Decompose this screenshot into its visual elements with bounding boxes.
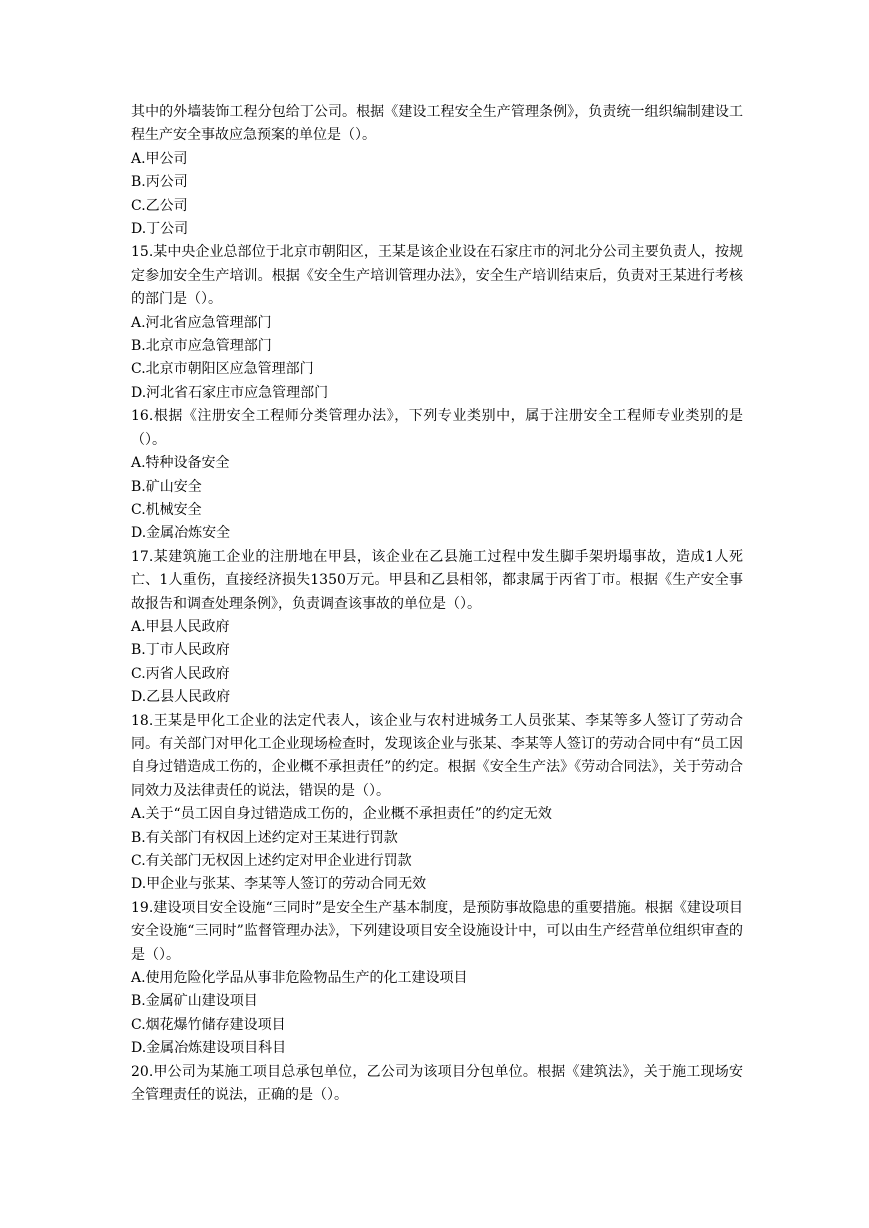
answer-option-c: C.烟花爆竹储存建设项目 <box>131 1016 286 1033</box>
answer-option-c: C.机械安全 <box>131 501 202 518</box>
question-stem-18: 18.王某是甲化工企业的法定代表人，该企业与农村进城务工人员张某、李某等多人签订了劳动合同。有关部门对甲化工企业现场检查时，发现该企业与张某、李某等人签订的劳动合同中有“员工因自身过错造成工伤的，企业概不承担责任”的约定。根据《安全生产法》《劳动合同法》，关于劳动合同效力及法律责任的说法，错误的是（）。 <box>131 712 743 799</box>
answer-option-b: B.矿山安全 <box>131 478 202 495</box>
answer-option-b: B.丁市人民政府 <box>131 642 230 659</box>
question-stem-17: 17.某建筑施工企业的注册地在甲县，该企业在乙县施工过程中发生脚手架坍塌事故，造成1人死亡、1人重伤，直接经济损失1350万元。甲县和乙县相邻，都隶属于丙省丁市。根据《生产安全事故报告和调查处理条例》，负责调查该事故的单位是（）。 <box>131 548 743 612</box>
answer-option-a: A.河北省应急管理部门 <box>131 314 272 331</box>
answer-option-a: A.关于“员工因自身过错造成工伤的，企业概不承担责任”的约定无效 <box>131 806 552 823</box>
answer-option-b: B.丙公司 <box>131 174 188 191</box>
question-stem-19: 19.建设项目安全设施“三同时”是安全生产基本制度，是预防事故隐患的重要措施。根据《建设项目安全设施“三同时”监督管理办法》，下列建设项目安全设施设计中，可以由生产经营单位组织审查的是（）。 <box>131 899 743 963</box>
answer-option-d: D.甲企业与张某、李某等人签订的劳动合同无效 <box>131 876 427 893</box>
answer-option-b: B.北京市应急管理部门 <box>131 338 272 355</box>
answer-option-a: A.甲县人民政府 <box>131 618 230 635</box>
question-stem-20: 20.甲公司为某施工项目总承包单位，乙公司为该项目分包单位。根据《建筑法》，关于施工现场安全管理责任的说法，正确的是（）。 <box>131 1063 743 1104</box>
question-stem-16: 16.根据《注册安全工程师分类管理办法》，下列专业类别中，属于注册安全工程师专业类别的是（）。 <box>131 408 743 448</box>
answer-option-d: D.金属冶炼安全 <box>131 525 231 542</box>
document-page <box>131 101 743 1107</box>
answer-option-c: C.北京市朝阳区应急管理部门 <box>131 361 314 378</box>
answer-option-c: C.丙省人民政府 <box>131 665 230 682</box>
answer-option-c: C.乙公司 <box>131 197 188 214</box>
answer-option-d: D.河北省石家庄市应急管理部门 <box>131 384 329 401</box>
answer-option-c: C.有关部门无权因上述约定对甲企业进行罚款 <box>131 853 412 869</box>
question-stem-15: 15.某中央企业总部位于北京市朝阳区，王某是该企业设在石家庄市的河北分公司主要负责人，按规定参加安全生产培训。根据《安全生产培训管理办法》，安全生产培训结束后，负责对王某进行考核的部门是（）。 <box>131 244 743 308</box>
answer-option-a: A.使用危险化学品从事非危险物品生产的化工建设项目 <box>131 970 468 987</box>
answer-option-a: A.特种设备安全 <box>131 455 230 472</box>
answer-option-d: D.乙县人民政府 <box>131 689 231 706</box>
question-stem: 其中的外墙装饰工程分包给丁公司。根据《建设工程安全生产管理条例》，负责统一组织编制建设工程生产安全事故应急预案的单位是（）。 <box>131 104 743 144</box>
answer-option-b: B.金属矿山建设项目 <box>131 993 258 1010</box>
answer-option-b: B.有关部门有权因上述约定对王某进行罚款 <box>131 829 398 846</box>
answer-option-a: A.甲公司 <box>131 150 188 167</box>
answer-option-d: D.丁公司 <box>131 221 189 238</box>
answer-option-d: D.金属冶炼建设项目科目 <box>131 1040 287 1057</box>
